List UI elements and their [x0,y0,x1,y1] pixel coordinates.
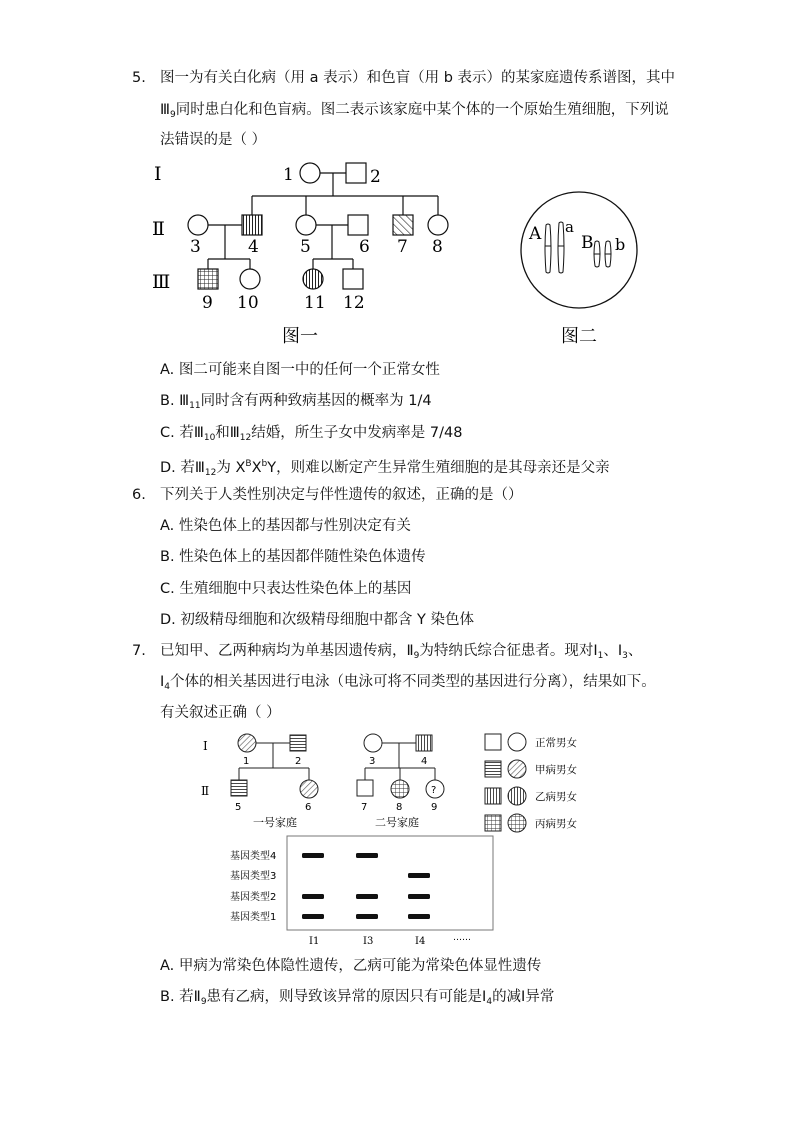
q7-option-a[interactable]: A. 甲病为常染色体隐性遗传，乙病可能为常染色体显性遗传 [160,958,542,974]
stem-text: 、 [627,643,643,659]
pedigree-female-10 [240,269,260,289]
gen-label-II: Ⅱ [201,784,210,798]
stem-text: 为特纳氏综合征患者。现对Ⅰ [419,643,598,659]
gel-col-label-I4: Ⅰ4 [415,936,426,947]
allele-label-A: A [529,224,542,244]
option-text: B. Ⅲ [160,393,190,409]
chromosome-A [545,224,551,273]
gen-label-I: Ⅰ [203,739,208,753]
q5-number: 5. [132,70,146,86]
pedigree-female-11-affected [303,269,323,289]
q5-stem-line2 [160,100,669,125]
option-text: 的减Ⅰ异常 [492,989,555,1005]
legend-yi-male [485,788,501,804]
legend-bing-male [485,815,501,831]
ind-label-9: 9 [431,802,438,813]
gel-col-ellipsis: …… [453,933,471,943]
q6-option-b[interactable]: B. 性染色体上的基因都伴随性染色体遗传 [160,549,426,565]
gel-band-I3-type4 [356,853,378,858]
stem-text: 、Ⅰ [603,643,623,659]
option-text: X [251,460,262,476]
stem-text: Ⅰ [160,674,165,690]
gel-band-I3-type2 [356,894,378,899]
q6-option-c[interactable]: C. 生殖细胞中只表达性染色体上的基因 [160,581,412,597]
legend-label-jia: 甲病男女 [535,764,577,776]
family2-male-4-affected [416,735,432,751]
gel-band-I3-type1 [356,914,378,919]
ind-label-9: 9 [202,293,213,313]
ind-label-8: 8 [432,237,443,257]
allele-label-b: b [615,235,626,254]
gel-row-label-2: 基因类型2 [230,892,277,903]
stem-text: 个体的相关基因进行电泳（电泳可将不同类型的基因进行分离），结果如下。 [170,674,656,690]
pedigree-female-5 [296,215,316,235]
allele-label-a: a [565,218,574,236]
option-text: 结婚，所生子女中发病率是 7/48 [251,425,463,441]
family1-caption: 一号家庭 [253,816,297,829]
ind-label-2: 2 [295,756,302,767]
option-text: Y，则难以断定产生异常生殖细胞的是其母亲还是父亲 [267,460,610,476]
q5-option-d[interactable] [160,454,610,483]
legend-bing-female [508,814,526,832]
chromosome-a [558,222,564,273]
pedigree-male-7-affected [393,215,413,235]
ind-label-5: 5 [300,237,311,257]
ind-label-11: 11 [304,293,326,313]
q5-option-b[interactable] [160,391,432,416]
subscript: 4 [486,997,493,1007]
q6-stem: 下列关于人类性别决定与伴性遗传的叙述，正确的是（） [160,487,523,503]
option-text: D. 若Ⅲ [160,460,205,476]
pedigree-male-4-affected [242,215,262,235]
ind-label-10: 10 [237,293,259,313]
ind-label-6: 6 [305,802,312,813]
option-text: B. 若Ⅱ [160,989,201,1005]
family1-male-5-affected [231,780,247,796]
q7-number: 7. [132,643,146,659]
gen-label-II: Ⅱ [152,218,165,240]
option-text: 为 X [216,460,246,476]
pedigree-male-9-affected [198,269,218,289]
ind-label-2: 2 [370,167,381,187]
q5-stem-line3: 法错误的是（ ） [160,132,267,148]
subscript: 3 [622,651,628,661]
family1-female-1-affected [238,734,256,752]
ind-label-7: 7 [397,237,408,257]
gel-band-I4-type2 [408,894,430,899]
stem-text: 同时患白化和色盲病。图二表示该家庭中某个体的一个原始生殖细胞，下列说 [175,102,669,118]
gel-band-I1-type4 [302,853,324,858]
legend-normal-male [485,734,501,750]
gel-col-label-I1: Ⅰ1 [309,936,320,947]
option-text: 患有乙病，则导致该异常的原因只有可能是Ⅰ [206,989,487,1005]
q7-option-b[interactable] [160,987,554,1012]
q6-option-a[interactable]: A. 性染色体上的基因都与性别决定有关 [160,518,411,534]
q7-stem-line3: 有关叙述正确（ ） [160,705,281,721]
pedigree-male-6 [348,215,368,235]
ind-label-8: 8 [396,802,403,813]
legend-label-normal: 正常男女 [535,737,577,749]
superscript: B [245,459,252,469]
option-text: 和Ⅲ [215,425,240,441]
legend-label-bing: 丙病男女 [535,818,577,830]
fig1-caption: 图一 [282,326,318,347]
legend-yi-female [508,787,526,805]
subscript: 9 [170,110,176,120]
gel-row-label-1: 基因类型1 [230,912,277,923]
gel-band-I4-type3 [408,873,430,878]
subscript: 9 [200,997,207,1007]
q5-cell-figure [515,190,645,350]
q7-stem-line2 [160,672,656,697]
subscript: 10 [203,433,216,443]
q7-stem-line1 [160,641,642,666]
family1-male-2-affected [290,735,306,751]
gen-label-III: Ⅲ [152,271,171,293]
superscript: b [261,459,268,469]
fig2-caption: 图二 [561,326,597,347]
q5-option-c[interactable] [160,423,462,448]
gel-row-label-3: 基因类型3 [230,871,277,882]
gen-label-I: Ⅰ [154,163,162,185]
option-text: C. 若Ⅲ [160,425,204,441]
ind-label-1: 1 [283,165,294,185]
family1-female-6-affected [300,780,318,798]
ind-label-4: 4 [248,237,259,257]
subscript: 9 [413,651,420,661]
question-mark: ? [431,785,437,796]
ind-label-7: 7 [361,802,368,813]
gel-row-label-4: 基因类型4 [230,851,277,862]
legend-jia-female [508,760,526,778]
family2-female-8-affected [391,780,409,798]
subscript: 12 [239,433,252,443]
q5-option-a[interactable]: A. 图二可能来自图一中的任何一个正常女性 [160,362,440,378]
ind-label-6: 6 [359,237,370,257]
gel-band-I1-type1 [302,914,324,919]
ind-label-3: 3 [369,756,376,767]
family2-female-3 [364,734,382,752]
allele-label-B: B [581,233,594,253]
q5-stem-line1: 图一为有关白化病（用 a 表示）和色盲（用 b 表示）的某家庭遗传系谱图，其中 [160,70,676,86]
pedigree-male-12 [343,269,363,289]
family2-caption: 二号家庭 [375,816,419,829]
ind-label-12: 12 [343,293,365,313]
subscript: 12 [204,468,217,478]
legend-label-yi: 乙病男女 [535,791,577,803]
ind-label-4: 4 [421,756,428,767]
gel-band-I1-type2 [302,894,324,899]
pedigree-male-2 [346,163,366,183]
subscript: 1 [597,651,604,661]
pedigree-female-1 [300,163,320,183]
ind-label-1: 1 [243,756,250,767]
pedigree-female-8 [428,215,448,235]
legend-normal-female [508,733,526,751]
subscript: 4 [164,682,171,692]
ind-label-5: 5 [235,802,242,813]
pedigree-female-3 [188,215,208,235]
option-text: 同时含有两种致病基因的概率为 1/4 [200,393,432,409]
q6-option-d[interactable]: D. 初级精母细胞和次级精母细胞中都含 Y 染色体 [160,612,474,628]
q6-number: 6. [132,487,146,503]
q7-pedigree-gel-figure [195,728,605,950]
subscript: 11 [189,401,201,411]
legend-jia-male [485,761,501,777]
q5-pedigree-figure [140,155,500,350]
gel-band-I4-type1 [408,914,430,919]
roman-numeral: Ⅲ [160,102,170,118]
gel-col-label-I3: Ⅰ3 [363,936,374,947]
ind-label-3: 3 [190,237,201,257]
family2-male-7 [357,780,373,796]
stem-text: 已知甲、乙两种病均为单基因遗传病，Ⅱ [160,643,414,659]
